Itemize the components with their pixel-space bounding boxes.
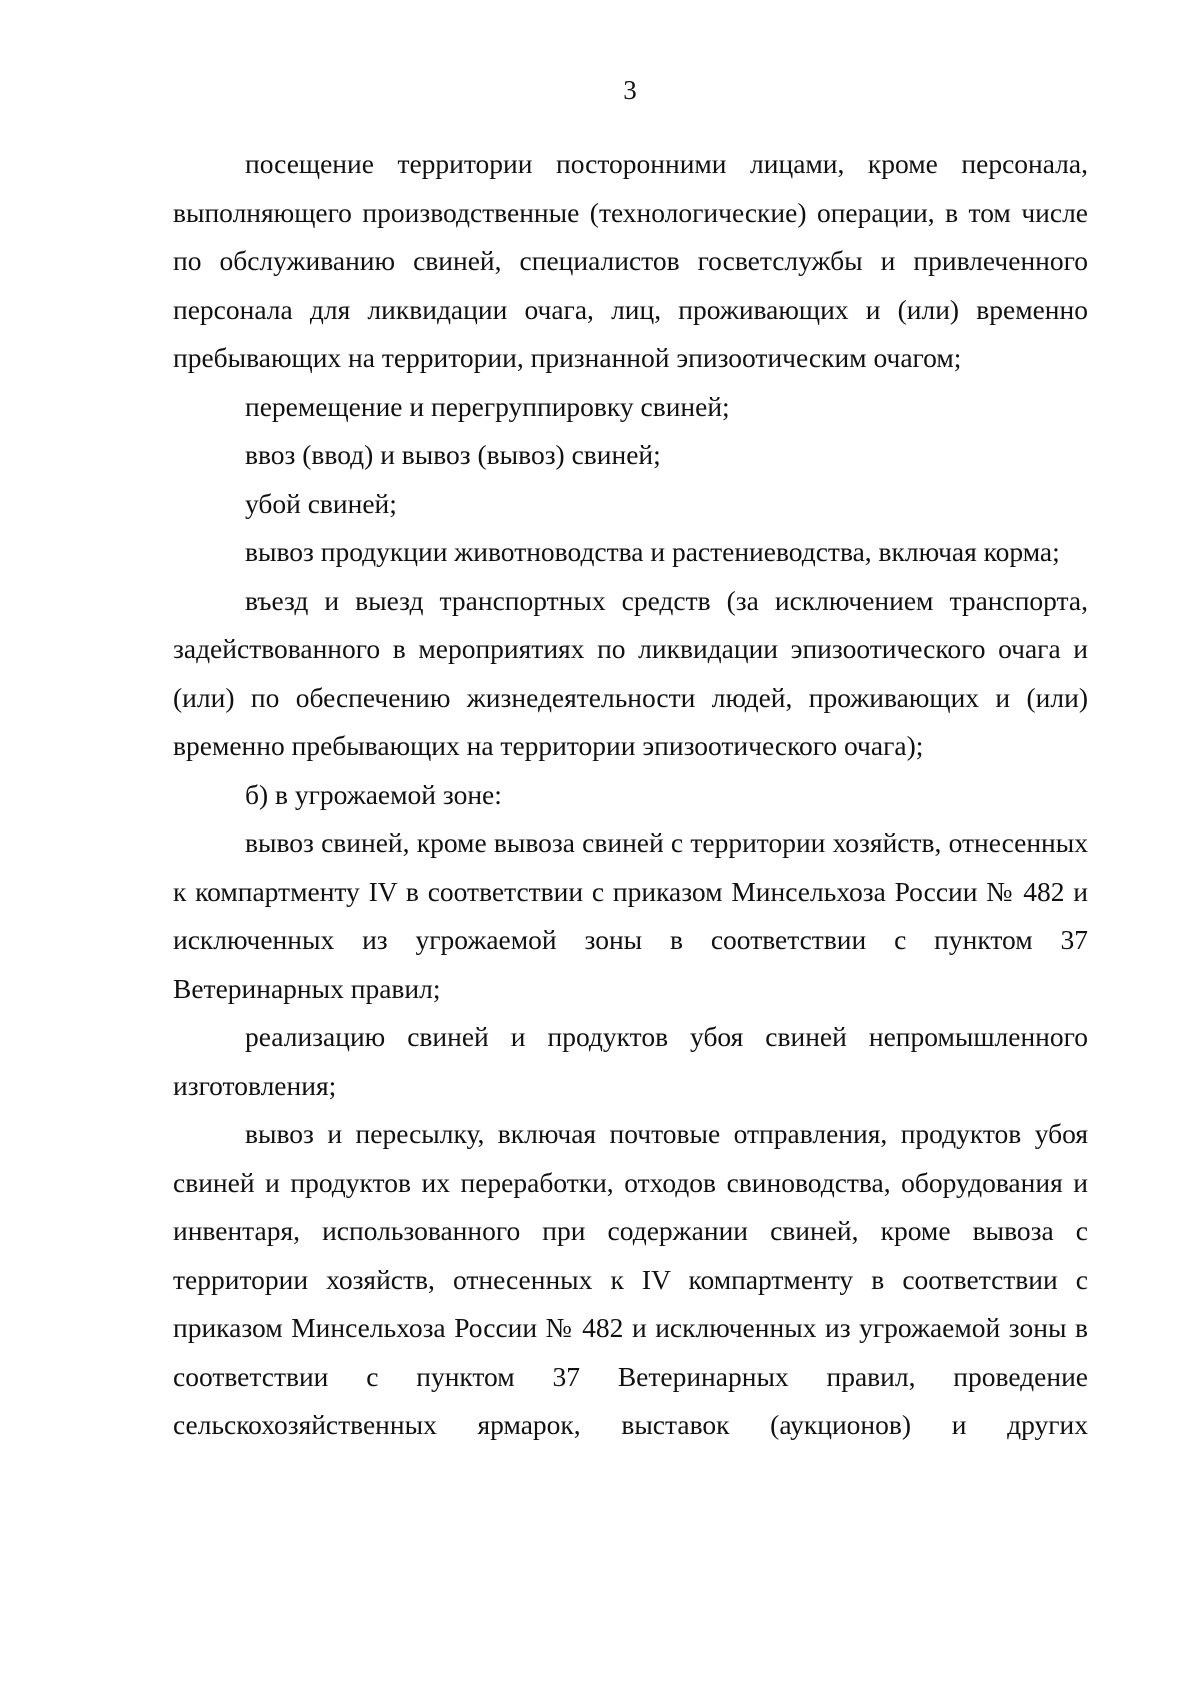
page-number: 3 [623, 75, 637, 105]
paragraph-threatened-zone-heading: б) в угрожаемой зоне: [245, 778, 502, 810]
document-body [173, 140, 1088, 1450]
paragraph-sale: реализацию свиней и продуктов убоя свиней непромышленного изготовления; [173, 1021, 1088, 1101]
paragraph-relocation: перемещение и перегруппировку свиней; [245, 390, 730, 422]
paragraph-pig-export: вывоз свиней, кроме вывоза свиней с территории хозяйств, отнесенных к компартменту IV в соответствии с приказом Минсельхоза России № 482 и исключенных из угрожаемой зоны в соответствии с пунктом 37 Ветеринарных правил; [173, 827, 1088, 1004]
paragraph-slaughter: убой свиней; [245, 487, 397, 519]
paragraph-vehicles: въезд и выезд транспортных средств (за исключением транспорта, задействованного в мероприятиях по ликвидации эпизоотического очага и (или) по обеспечению жизнедеятельности людей, проживающих и (или) временно пребывающих на территории эпизоотического очага); [173, 584, 1088, 761]
paragraph-visitors: посещение территории посторонними лицами, кроме персонала, выполняющего производственные (технологические) операции, в том числе по обслуживанию свиней, специалистов госветслужбы и привлеченного персонала для ликвидации очага, лиц, проживающих и (или) временно пребывающих на территории, признанной эпизоотическим очагом; [173, 148, 1088, 373]
paragraph-products-export: вывоз продукции животноводства и растениеводства, включая корма; [245, 536, 1060, 567]
paragraph-import-export: ввоз (ввод) и вывоз (вывоз) свиней; [245, 439, 661, 470]
paragraph-shipping: вывоз и пересылку, включая почтовые отправления, продуктов убоя свиней и продуктов их переработки, отходов свиноводства, оборудования и инвентаря, использованного при содержании свиней, кроме вывоза с территории хозяйств, отнесенных к IV компартменту в соответствии с приказом Минсельхоза России № 482 и исключенных из угрожаемой зоны в соответствии с пунктом 37 Ветеринарных правил, проведение сельскохозяйственных ярмарок, выставок (аукционов) и других [173, 1118, 1088, 1440]
